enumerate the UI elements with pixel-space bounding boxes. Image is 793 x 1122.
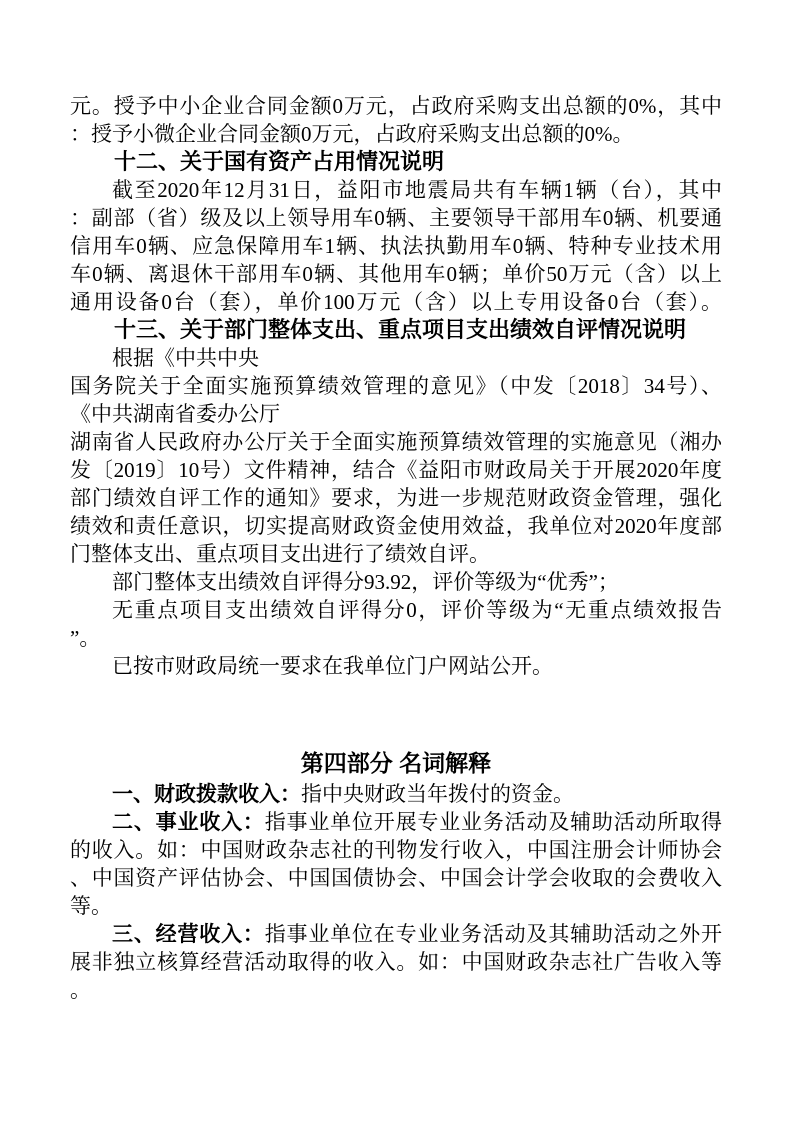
term-label-1: 一、财政拨款收入：	[112, 783, 301, 806]
term-line	[70, 780, 722, 808]
overall-score-line: 部门整体支出绩效自评得分93.92，评价等级为“优秀”；	[112, 570, 619, 594]
term-label-3: 三、经营收入：	[112, 923, 265, 946]
term-definition: 指中央财政当年拨付的资金。	[301, 782, 574, 806]
text-line: 截至2020年12月31日，益阳市地震局共有车辆1辆（台），其中	[112, 178, 722, 202]
term-line	[70, 920, 722, 948]
term-label-2: 二、事业收入：	[112, 811, 265, 834]
text-line: 的收入。如：中国财政杂志社的刊物发行收入，中国注册会计师协会	[70, 838, 722, 862]
disclosure-line: 已按市财政局统一要求在我单位门户网站公开。	[112, 654, 553, 678]
part-4-heading: 第四部分 名词解释	[300, 750, 492, 776]
text-line: 门整体支出、重点项目支出进行了绩效自评。	[70, 542, 490, 566]
term-definition: 指事业单位在专业业务活动及其辅助活动之外开	[264, 922, 722, 946]
text-line: 部门绩效自评工作的通知》要求，为进一步规范财政资金管理，强化	[70, 486, 722, 510]
text-line: 绩效和责任意识，切实提高财政资金使用效益，我单位对2020年度部	[70, 514, 722, 538]
term-definition: 指事业单位开展专业业务活动及辅助活动所取得	[264, 810, 722, 834]
text-line: 展非独立核算经营活动取得的收入。如：中国财政杂志社广告收入等	[70, 950, 722, 974]
text-line: 车0辆、离退休干部用车0辆、其他用车0辆；单价50万元（含）以上	[70, 262, 722, 286]
text-line: 、中国资产评估协会、中国国债协会、中国会计学会收取的会费收入	[70, 866, 722, 890]
text-line: 根据《中共中央	[112, 346, 259, 370]
term-line	[70, 808, 722, 836]
text-line: 等。	[70, 894, 112, 918]
text-line: 国务院关于全面实施预算绩效管理的意见》（中发〔2018〕34号）、	[70, 374, 722, 398]
text-line: 湖南省人民政府办公厅关于全面实施预算绩效管理的实施意见（湘办	[70, 430, 722, 454]
text-line: ：授予小微企业合同金额0万元，占政府采购支出总额的0%。	[70, 122, 634, 146]
section-13-heading: 十三、关于部门整体支出、重点项目支出绩效自评情况说明	[114, 317, 687, 342]
text-line: 通用设备0台（套），单价100万元（含）以上专用设备0台（套）。	[70, 290, 722, 314]
text-line: 信用车0辆、应急保障用车1辆、执法执勤用车0辆、特种专业技术用	[70, 234, 722, 258]
text-line: 元。授予中小企业合同金额0万元，占政府采购支出总额的0%，其中	[70, 94, 722, 118]
text-line: 《中共湖南省委办公厅	[70, 402, 280, 426]
text-line: 发〔2019〕10号）文件精神，结合《益阳市财政局关于开展2020年度	[70, 458, 722, 482]
text-line: ：副部（省）级及以上领导用车0辆、主要领导干部用车0辆、机要通	[70, 206, 722, 230]
text-line: ”。	[70, 626, 101, 650]
section-12-heading: 十二、关于国有资产占用情况说明	[114, 149, 445, 174]
text-line: 。	[70, 978, 91, 1002]
project-score-line: 无重点项目支出绩效自评得分0，评价等级为“无重点绩效报告	[112, 598, 722, 622]
